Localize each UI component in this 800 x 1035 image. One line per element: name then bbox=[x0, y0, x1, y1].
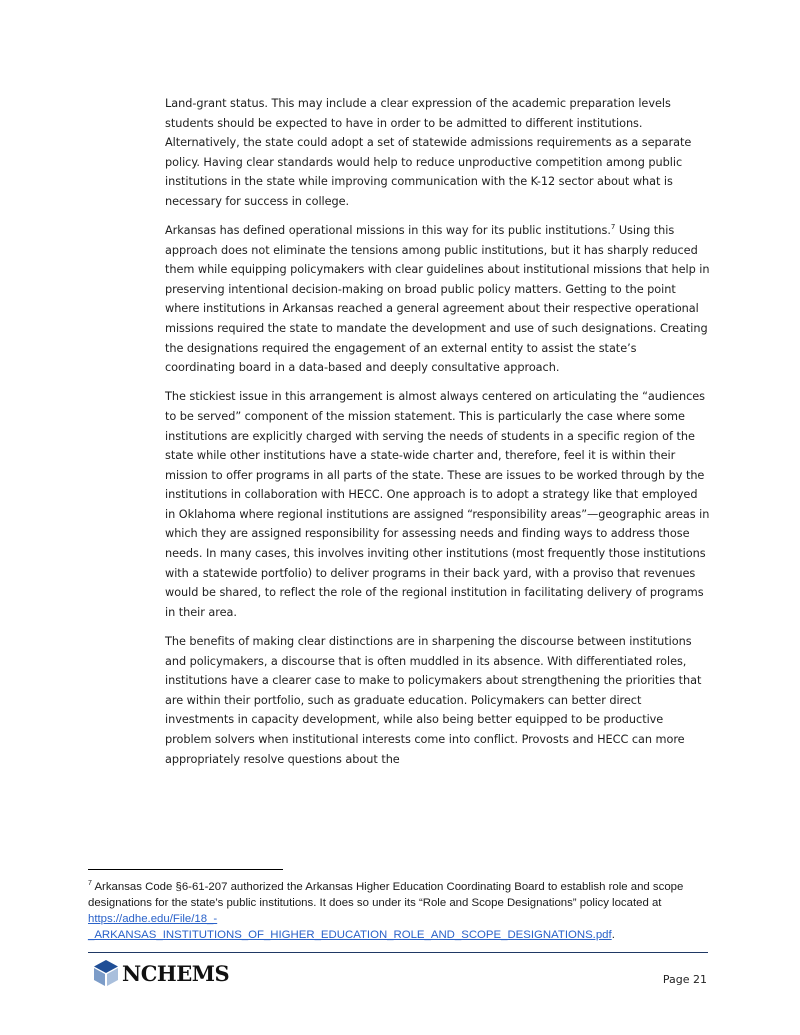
footnote-link[interactable]: https://adhe.edu/File/18_-_ARKANSAS_INSTITUTIONS_OF_HIGHER_EDUCATION_ROLE_AND_SCOPE_DESIGNATIONS.pdf bbox=[88, 913, 612, 941]
footnote-trailing: . bbox=[611, 929, 615, 941]
page-number: Page 21 bbox=[662, 973, 707, 986]
paragraph-2 bbox=[165, 221, 710, 378]
cube-icon bbox=[93, 959, 119, 987]
paragraph-2-text-before: Arkansas has defined operational missions in this way for its public institutions. bbox=[165, 224, 611, 238]
footer-rule bbox=[88, 952, 708, 953]
footnote-reference[interactable]: 7 bbox=[610, 223, 616, 232]
logo-text: NCHEMS bbox=[122, 960, 230, 986]
paragraph-1: Land-grant status. This may include a clear expression of the academic preparation levels students should be expected to have in order to be admitted to different institutions. Alternatively, the state could adopt a set of statewide admissions requirements as a separate policy. Having clear standards would help to reduce unproductive competition among public institutions in the state while improving communication with the K-12 sector about what is necessary for success in college. bbox=[165, 97, 692, 208]
footnote-text: Arkansas Code §6-61-207 authorized the Arkansas Higher Education Coordinating Board to establish role and scope designations for the state’s public institutions. It does so under its “Role and Scope Designations” policy located at bbox=[88, 881, 684, 909]
paragraph-3: The stickiest issue in this arrangement is almost always centered on articulating the “audiences to be served” component of the mission statement. This is particularly the case where some institutions are explicitly charged with serving the needs of students in a specific region of the state while other institutions have a state-wide charter and, therefore, feel it is within their mission to offer programs in all parts of the state. These are issues to be worked through by the institutions in collaboration with HECC. One approach is to adopt a strategy like that employed in Oklahoma where regional institutions are assigned “responsibility areas”—geographic areas in which they are assigned responsibility for assessing needs and finding ways to address those needs. In many cases, this involves inviting other institutions (most frequently those institutions with a statewide portfolio) to deliver programs in their back yard, with a proviso that revenues would be shared, to reflect the role of the regional institution in facilitating delivery of programs in their area. bbox=[165, 390, 710, 619]
paragraph-2-text-after: Using this approach does not eliminate the tensions among public institutions, but it has sharply reduced them while equipping policymakers with clear guidelines about institutional missions that help in preserving intentional decision-making on broad public policy matters. Getting to the point where institutions in Arkansas reached a general agreement about their respective operational missions required the state to mandate the development and use of such designations. Creating the designations required the engagement of an external entity to assist the state’s coordinating board in a data-based and deeply consultative approach. bbox=[165, 224, 710, 375]
paragraph-4: The benefits of making clear distinctions are in sharpening the discourse between institutions and policymakers, a discourse that is often muddled in its absence. With differentiated roles, institutions have a clearer case to make to policymakers about strengthening the priorities that are within their portfolio, such as graduate education. Policymakers can better direct investments in capacity development, while also being better equipped to be productive problem solvers when institutional interests come into conflict. Provosts and HECC can more appropriately resolve questions about the bbox=[165, 634, 702, 766]
body-text bbox=[165, 94, 710, 779]
footnote-separator bbox=[88, 869, 283, 870]
footnote bbox=[88, 879, 713, 943]
nchems-logo bbox=[93, 958, 229, 988]
footnote-number: 7 bbox=[88, 880, 92, 888]
